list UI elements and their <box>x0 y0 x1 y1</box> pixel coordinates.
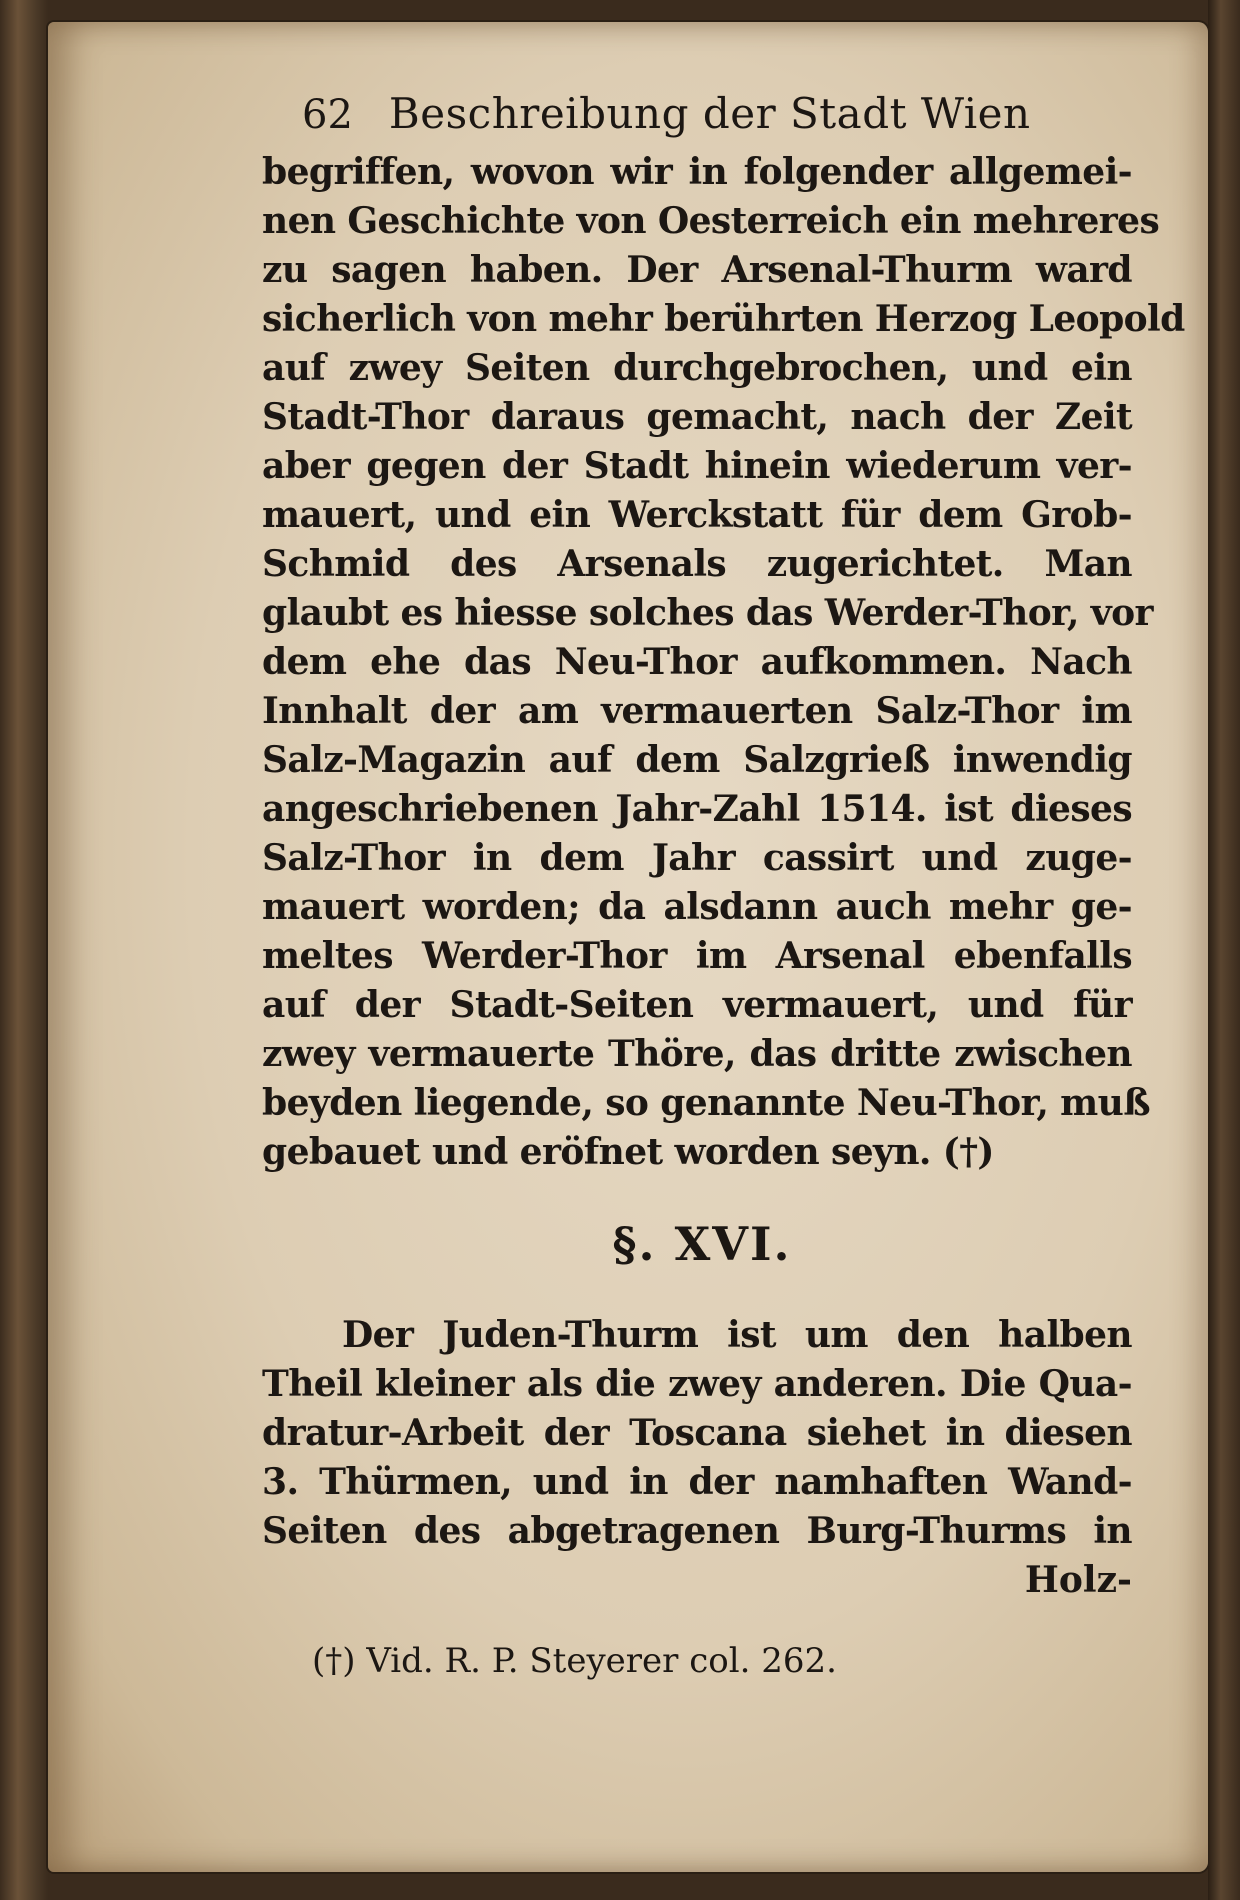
paragraph-1 <box>262 148 1185 1177</box>
page-text <box>262 88 1185 1683</box>
running-head <box>262 88 1142 148</box>
page-number: 62 <box>302 92 353 138</box>
text-line: Seiten des abgetragenen Burg-Thurms in <box>262 1510 1132 1552</box>
section-heading: §. XVI. <box>612 1217 792 1271</box>
text-line: mauert, und ein Werckstatt für dem Grob- <box>262 494 1132 536</box>
text-line: Innhalt der am vermauerten Salz-Thor im <box>262 690 1132 732</box>
text-line: zwey vermauerte Thöre, das dritte zwischen <box>262 1033 1132 1075</box>
page-edge <box>1208 0 1240 1900</box>
catchword: Holz- <box>1024 1559 1132 1601</box>
text-line: gebauet und eröfnet worden seyn. (†) <box>262 1131 994 1173</box>
text-line: meltes Werder-Thor im Arsenal ebenfalls <box>262 935 1132 977</box>
text-line: sicherlich von mehr berührten Herzog Leopold <box>262 298 1185 340</box>
text-line: Der Juden-Thurm ist um den halben <box>342 1314 1132 1356</box>
text-line: glaubt es hiesse solches das Werder-Thor, vor <box>262 592 1153 634</box>
text-line: angeschriebenen Jahr-Zahl 1514. ist dieses <box>262 788 1132 830</box>
running-title: Beschreibung der Stadt Wien <box>388 89 1031 138</box>
text-line: auf zwey Seiten durchgebrochen, und ein <box>262 347 1132 389</box>
text-line: Salz-Magazin auf dem Salzgrieß inwendig <box>262 739 1132 781</box>
text-line: nen Geschichte von Oesterreich ein mehreres <box>262 200 1160 242</box>
text-line: Schmid des Arsenals zugerichtet. Man <box>262 543 1132 585</box>
footnote: (†) Vid. R. P. Steyerer col. 262. <box>312 1641 837 1681</box>
text-line: auf der Stadt-Seiten vermauert, und für <box>262 984 1132 1026</box>
text-line: aber gegen der Stadt hinein wiederum ver- <box>262 445 1132 487</box>
text-line: begriffen, wovon wir in folgender allgemei- <box>262 151 1132 193</box>
text-line: zu sagen haben. Der Arsenal-Thurm ward <box>262 249 1132 291</box>
paragraph-2 <box>262 1311 1142 1556</box>
text-line: Stadt-Thor daraus gemacht, nach der Zeit <box>262 396 1132 438</box>
text-line: dem ehe das Neu-Thor aufkommen. Nach <box>262 641 1132 683</box>
text-line: Salz-Thor in dem Jahr cassirt und zuge- <box>262 837 1132 879</box>
text-line: dratur-Arbeit der Toscana siehet in diesen <box>262 1412 1132 1454</box>
text-line: mauert worden; da alsdann auch mehr ge- <box>262 886 1132 928</box>
text-line: 3. Thürmen, und in der namhaften Wand- <box>262 1461 1132 1503</box>
text-line: Theil kleiner als die zwey anderen. Die Qua- <box>262 1363 1132 1405</box>
text-line: beyden liegende, so genannte Neu-Thor, muß <box>262 1082 1151 1124</box>
